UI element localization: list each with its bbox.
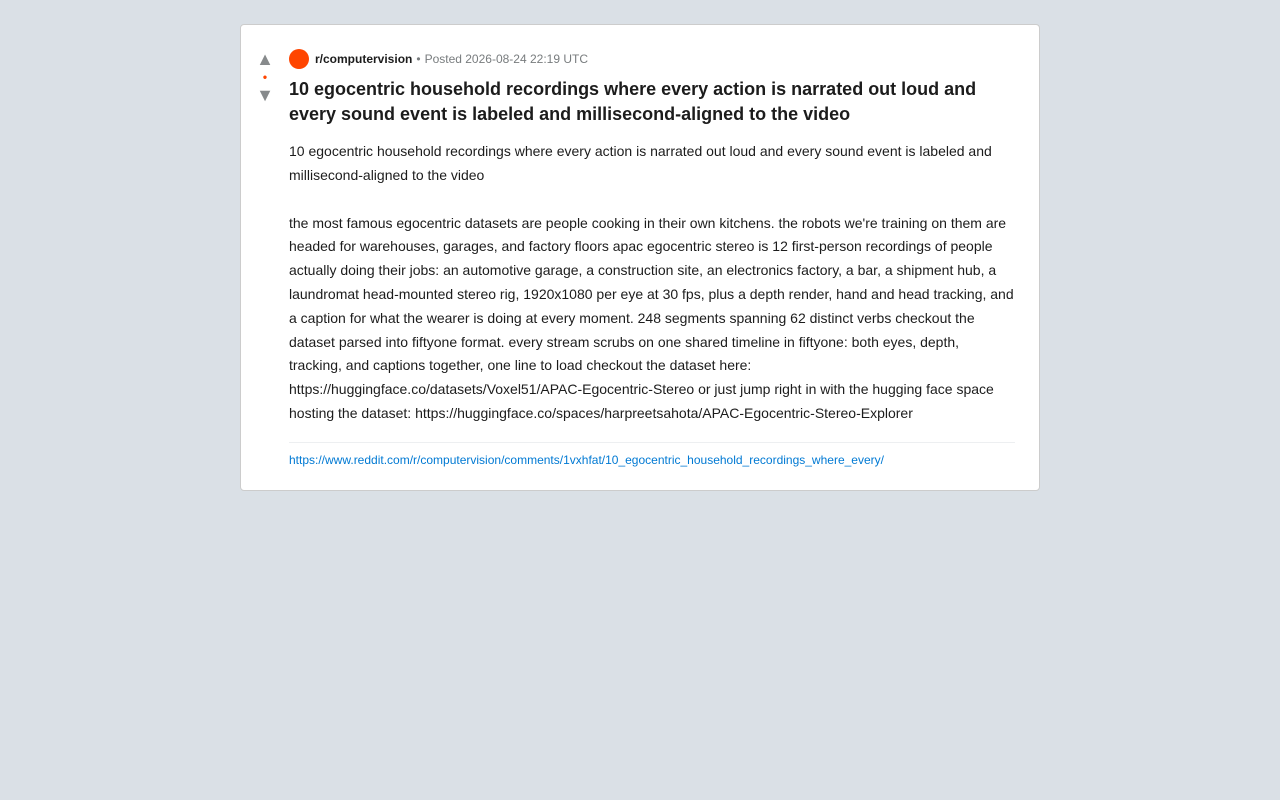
post-title[interactable]: 10 egocentric household recordings where every action is narrated out loud and every sound event is labeled and millisecond-aligned to the video: [289, 79, 977, 124]
post-timestamp: Posted 2026-08-24 22:19 UTC: [424, 52, 588, 66]
subreddit-avatar-icon[interactable]: [289, 49, 309, 69]
post-meta: [289, 49, 1015, 69]
post-permalink[interactable]: https://www.reddit.com/r/computervision/comments/1vxhfat/10_egocentric_household_recordings_where_every/: [289, 452, 884, 467]
post-body-paragraph: 10 egocentric household recordings where every action is narrated out loud and every sound event is labeled and millisecond-aligned to the video: [289, 143, 992, 183]
upvote-icon[interactable]: ▲: [256, 49, 274, 69]
vote-score: •: [262, 70, 268, 84]
post-footer: [289, 442, 1015, 468]
post-content: [289, 25, 1039, 490]
post-card: [240, 24, 1040, 491]
meta-separator: •: [416, 52, 421, 66]
post-body: [289, 140, 1015, 426]
subreddit-name[interactable]: r/computervision: [315, 52, 413, 66]
downvote-icon[interactable]: ▼: [256, 85, 274, 105]
post-body-paragraph: the most famous egocentric datasets are people cooking in their own kitchens. the robots we're training on them are headed for warehouses, garages, and factory floors apac egocentric stereo is 12 first-person recordings of people actually doing their jobs: an automotive garage, a construction site, an electronics factory, a bar, a shipment hub, a laundromat head-mounted stereo rig, 1920x1080 per eye at 30 fps, plus a depth render, hand and head tracking, and a caption for what the wearer is doing at every moment. 248 segments spanning 62 distinct verbs checkout the dataset parsed into fiftyone format. every stream scrubs on one shared timeline in fiftyone: both eyes, depth, tracking, and captions together, one line to load checkout the dataset here: https://huggingface.co/datasets/Voxel51/APAC-Egocentric-Stereo or just jump right in with the hugging face space hosting the dataset: https://huggingface.co/spaces/harpreetsahota/APAC-Egocentric-Stereo-Explorer: [289, 214, 1014, 421]
vote-column: [241, 25, 289, 490]
